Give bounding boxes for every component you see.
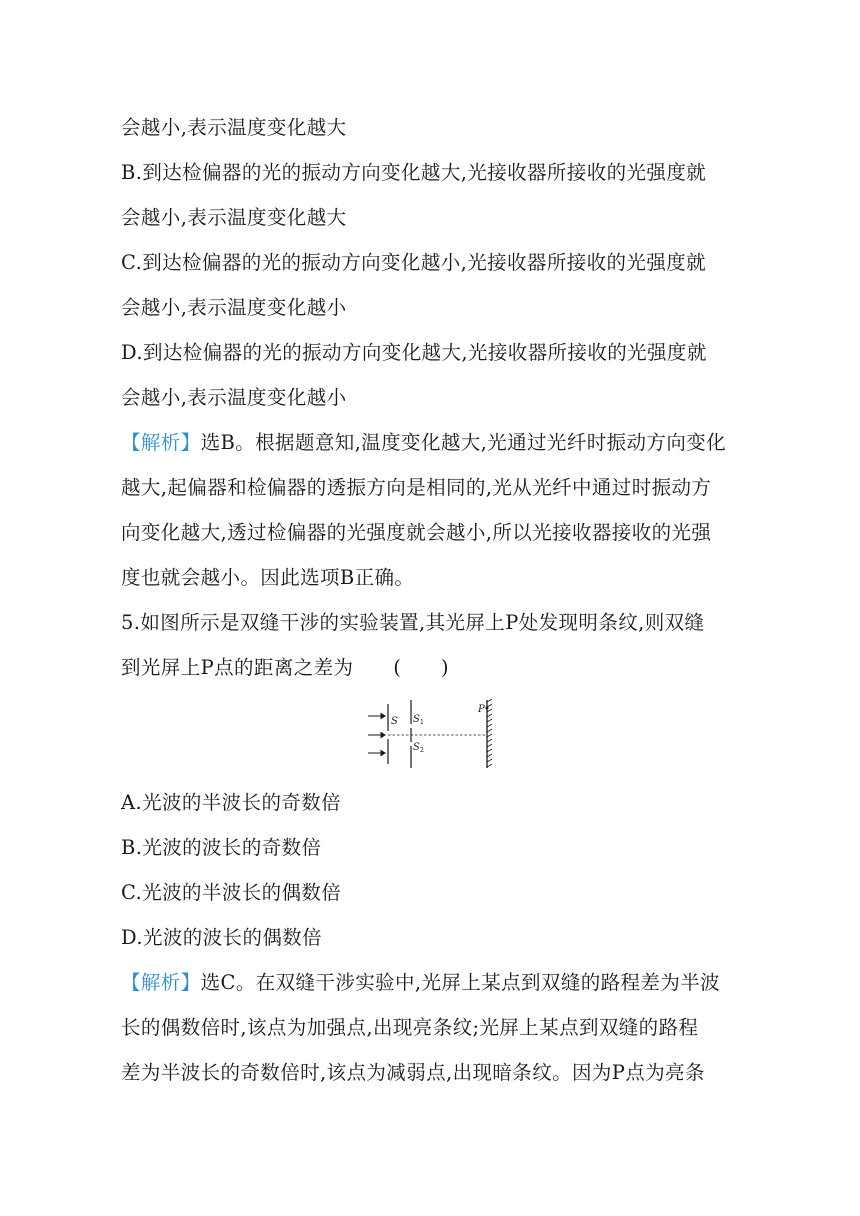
arrow-head-2 <box>381 733 385 738</box>
label-s1: $S_1$ <box>413 714 424 726</box>
analysis-q5-line-2: 长的偶数倍时,该点为加强点,出现亮条纹;光屏上某点到双缝的路程 <box>121 1016 699 1039</box>
option-d: D.到达检偏器的光的振动方向变化越大,光接收器所接收的光强度就 <box>121 341 707 364</box>
analysis-q4-line-1 <box>121 431 726 455</box>
label-s2: $S_2$ <box>413 742 424 754</box>
option-c: C.到达检偏器的光的振动方向变化越小,光接收器所接收的光强度就 <box>121 251 707 274</box>
q5-option-a: A.光波的半波长的奇数倍 <box>121 791 342 814</box>
label-s: S <box>391 716 398 727</box>
double-slit-svg <box>366 698 502 770</box>
option-c-continuation: 会越小,表示温度变化越小 <box>121 296 347 319</box>
analysis-q4-line-3: 向变化越大,透过检偏器的光强度就会越小,所以光接收器接收的光强 <box>121 521 712 544</box>
q5-option-c: C.光波的半波长的偶数倍 <box>121 881 342 904</box>
analysis-q5-line-1 <box>121 971 720 995</box>
q5-option-b: B.光波的波长的奇数倍 <box>121 836 322 859</box>
option-b: B.到达检偏器的光的振动方向变化越大,光接收器所接收的光强度就 <box>121 161 707 184</box>
analysis-tag: 【解析】 <box>121 431 201 454</box>
double-slit-diagram <box>366 698 502 770</box>
analysis-q4-line-2: 越大,起偏器和检偏器的透振方向是相同的,光从光纤中通过时振动方 <box>121 476 712 499</box>
analysis-text: 选B。根据题意知,温度变化越大,光通过光纤时振动方向变化 <box>200 431 727 454</box>
question-5-stem: 5.如图所示是双缝干涉的实验装置,其光屏上P处发现明条纹,则双缝 <box>121 611 705 634</box>
analysis-q5-line-3: 差为半波长的奇数倍时,该点为减弱点,出现暗条纹。因为P点为亮条 <box>121 1061 705 1084</box>
option-d-continuation: 会越小,表示温度变化越小 <box>121 386 347 409</box>
q5-option-d: D.光波的波长的偶数倍 <box>121 926 323 949</box>
analysis-text: 选C。在双缝干涉实验中,光屏上某点到双缝的路程差为半波 <box>200 971 721 994</box>
point-p-marker <box>486 707 489 710</box>
analysis-q4-line-4: 度也就会越小。因此选项B正确。 <box>121 566 415 589</box>
label-p: P <box>478 704 485 715</box>
option-b-continuation: 会越小,表示温度变化越大 <box>121 206 347 229</box>
arrow-head-3 <box>381 751 385 756</box>
option-a-continuation: 会越小,表示温度变化越大 <box>121 116 347 139</box>
question-5-stem-continuation: 到光屏上P点的距离之差为 ( ) <box>121 656 450 679</box>
arrow-head-1 <box>381 714 385 719</box>
analysis-tag: 【解析】 <box>121 971 201 994</box>
